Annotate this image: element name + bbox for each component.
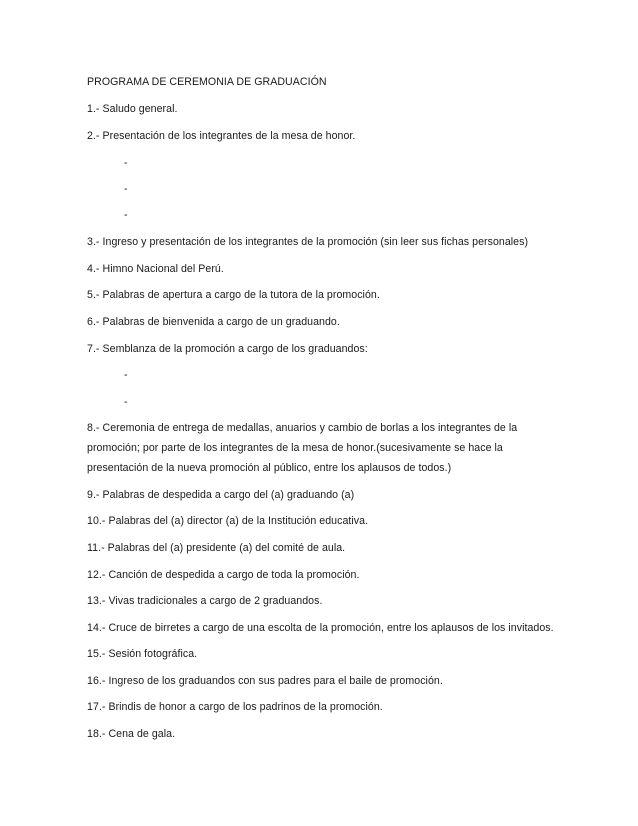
sub-item-dash: -: [124, 157, 128, 169]
list-item-8-line-3: presentación de la nueva promoción al público, entre los aplausos de todos.): [87, 462, 452, 474]
list-item-5: 5.- Palabras de apertura a cargo de la tutora de la promoción.: [87, 289, 380, 301]
sub-item-dash: -: [124, 369, 128, 381]
sub-item-dash: -: [124, 209, 128, 221]
list-item-1: 1.- Saludo general.: [87, 103, 178, 115]
list-item-8-line-2: promoción; por parte de los integrantes de la mesa de honor.(sucesivamente se hace la: [87, 442, 503, 454]
list-item-14: 14.- Cruce de birretes a cargo de una escolta de la promoción, entre los aplausos de los invitados.: [87, 622, 554, 634]
list-item-9: 9.- Palabras de despedida a cargo del (a) graduando (a): [87, 489, 355, 501]
sub-item-dash: -: [124, 183, 128, 195]
list-item-13: 13.- Vivas tradicionales a cargo de 2 graduandos.: [87, 595, 323, 607]
list-item-8-line-1: 8.- Ceremonia de entrega de medallas, anuarios y cambio de borlas a los integrantes de la: [87, 422, 518, 434]
sub-item-dash: -: [124, 396, 128, 408]
list-item-17: 17.- Brindis de honor a cargo de los padrinos de la promoción.: [87, 701, 383, 713]
list-item-2: 2.- Presentación de los integrantes de la mesa de honor.: [87, 130, 356, 142]
list-item-6: 6.- Palabras de bienvenida a cargo de un graduando.: [87, 316, 340, 328]
list-item-15: 15.- Sesión fotográfica.: [87, 648, 198, 660]
list-item-7: 7.- Semblanza de la promoción a cargo de los graduandos:: [87, 343, 368, 355]
list-item-3: 3.- Ingreso y presentación de los integrantes de la promoción (sin leer sus fichas personales): [87, 236, 529, 248]
list-item-11: 11.- Palabras del (a) presidente (a) del comité de aula.: [87, 542, 346, 554]
list-item-10: 10.- Palabras del (a) director (a) de la Institución educativa.: [87, 515, 369, 527]
list-item-12: 12.- Canción de despedida a cargo de toda la promoción.: [87, 569, 360, 581]
page-title: PROGRAMA DE CEREMONIA DE GRADUACIÓN: [87, 76, 327, 88]
list-item-16: 16.- Ingreso de los graduandos con sus padres para el baile de promoción.: [87, 675, 443, 687]
list-item-18: 18.- Cena de gala.: [87, 728, 176, 740]
list-item-4: 4.- Himno Nacional del Perú.: [87, 263, 224, 275]
